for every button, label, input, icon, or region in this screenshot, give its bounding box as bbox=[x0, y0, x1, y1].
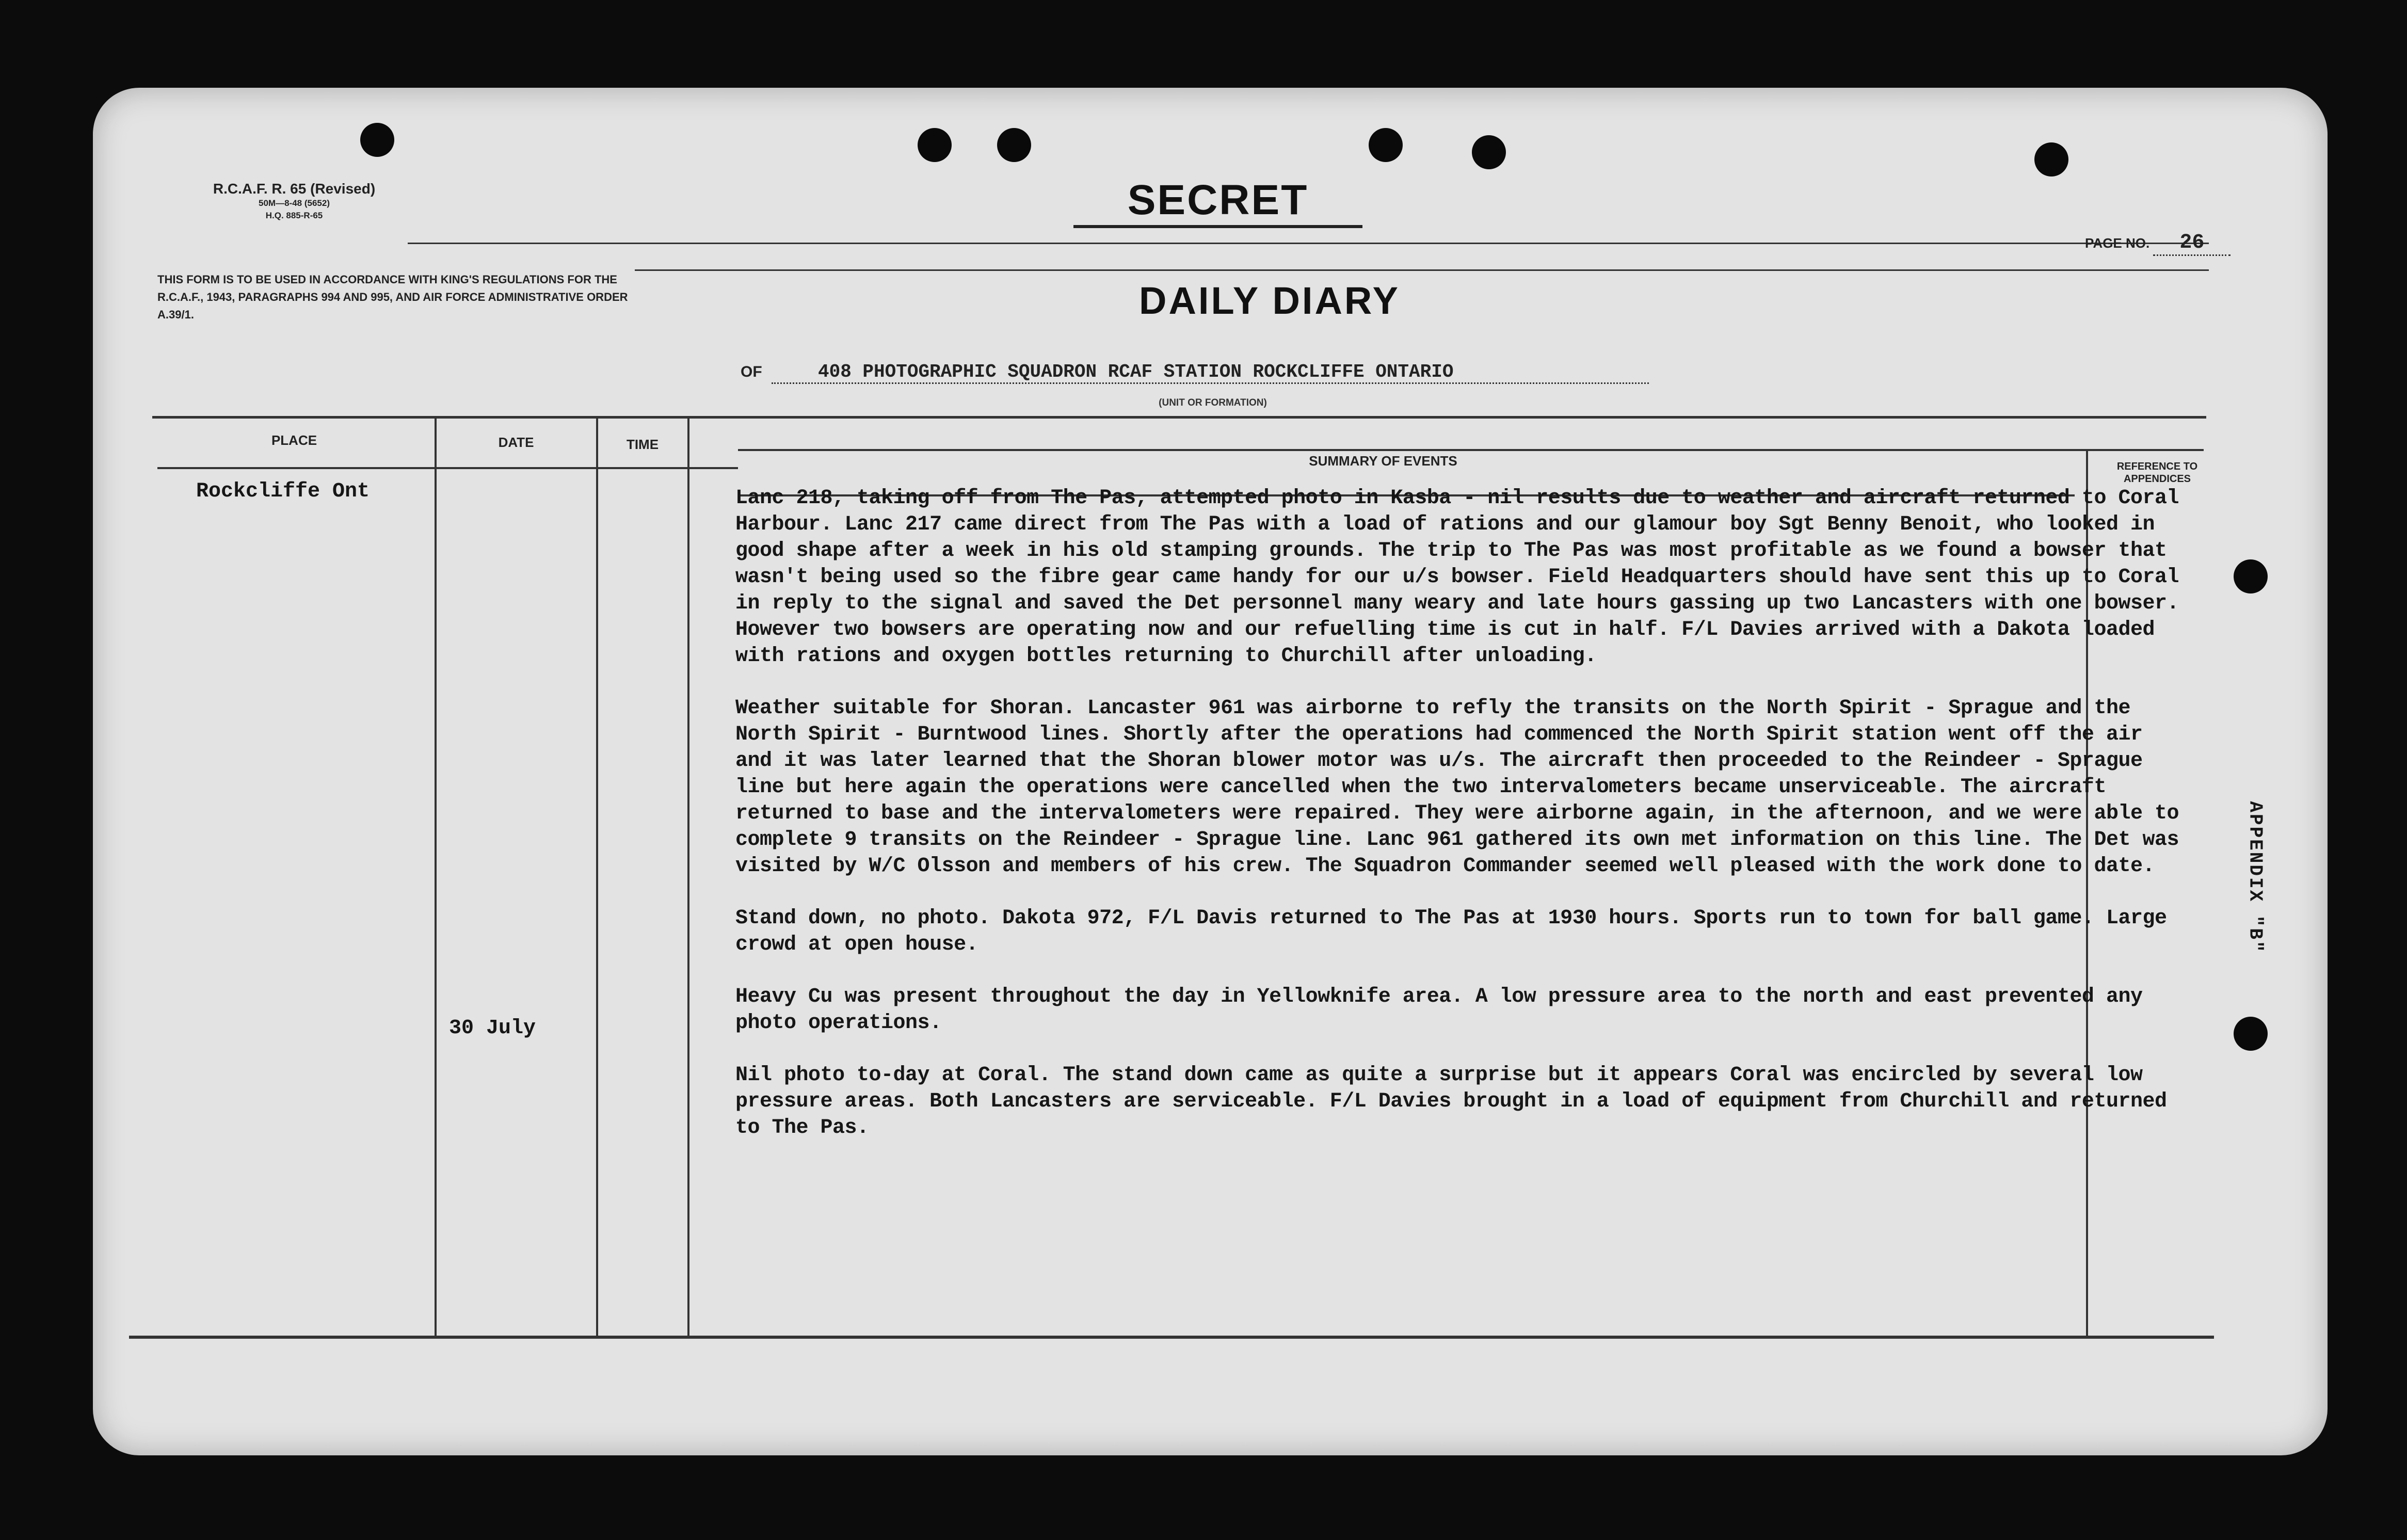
place-cell: Rockcliffe Ont bbox=[196, 480, 370, 503]
column-header-summary: SUMMARY OF EVENTS bbox=[1309, 453, 1457, 469]
regulations-note: THIS FORM IS TO BE USED IN ACCORDANCE WITH KING'S REGULATIONS FOR THE R.C.A.F., 1943, PARAGRAPHS 994 AND 995, AND AIR FORCE ADMINISTRATIVE ORDER A.39/1. bbox=[157, 273, 628, 321]
diary-form-sheet bbox=[93, 88, 2328, 1455]
column-divider bbox=[435, 418, 437, 1337]
punch-hole bbox=[2234, 559, 2268, 593]
appendix-reference bbox=[2219, 790, 2291, 965]
summary-of-events bbox=[735, 485, 2191, 1167]
unit-line bbox=[741, 361, 1649, 384]
punch-hole bbox=[918, 128, 952, 162]
header-rule bbox=[408, 243, 2209, 244]
punch-hole bbox=[997, 128, 1031, 162]
unit-name: 408 PHOTOGRAPHIC SQUADRON RCAF STATION ROCKCLIFFE ONTARIO bbox=[772, 361, 1649, 384]
column-header-reference: REFERENCE TO APPENDICES bbox=[2116, 461, 2198, 485]
diary-entry: Nil photo to-day at Coral. The stand down came as quite a surprise but it appears Coral was encircled by several low pressure areas. Both Lancasters are serviceable. F/L Davies brought in a load of equipment from Churchill and returned to The Pas. bbox=[735, 1064, 2167, 1140]
punch-hole bbox=[2234, 1017, 2268, 1051]
table-bottom-rule bbox=[129, 1336, 2214, 1339]
punch-hole bbox=[1369, 128, 1403, 162]
table-header-rule bbox=[738, 449, 2204, 451]
table-top-rule bbox=[152, 416, 2206, 419]
diary-entry: Lanc 218, taking off from The Pas, attempted photo in Kasba - nil results due to weather and aircraft returned to Coral Harbour. Lanc 217 came direct from The Pas with a load of rations and our glamour boy Sgt Benny Benoit, who looked in good shape after a week in his old stamping grounds. The trip to The Pas was most profitable as we found a bowser that wasn't being used so the fibre gear came handy for our u/s bowser. Field Headquarters should have sent this up to Coral in reply to the signal and saved the Det personnel many weary and late hours gassing up two Lancasters with one bowser. However two bowsers are operating now and our refuelling time is cut in half. F/L Davies arrived with a Dakota loaded with rations and oxygen bottles returning to Churchill after unloading. bbox=[735, 487, 2179, 668]
diary-entry: Heavy Cu was present throughout the day in Yellowknife area. A low pressure area to the north and east prevented any photo operations. bbox=[735, 985, 2143, 1035]
date-cell: 30 July bbox=[449, 1017, 536, 1040]
diary-entry: Stand down, no photo. Dakota 972, F/L Davis returned to The Pas at 1930 hours. Sports run to town for ball game. Large crowd at open house. bbox=[735, 907, 2167, 956]
column-divider bbox=[687, 418, 689, 1337]
form-reference bbox=[173, 181, 415, 222]
punch-hole bbox=[2034, 142, 2068, 177]
diary-entry: Weather suitable for Shoran. Lancaster 961 was airborne to refly the transits on the North Spirit - Sprague and the North Spirit - Burntwood lines. Shortly after the operations had commenced the North Spirit station went off the air and it was later learned that the Shoran blower motor was u/s. The aircraft then proceeded to the Reindeer - Sprague line but here again the operations were cancelled when the two intervalometers became unserviceable. The aircraft returned to base and the intervalometers were repaired. They were airborne again, in the afternoon, and we were able to complete 9 transits on the Reindeer - Sprague line. Lanc 961 gathered its own met information on this line. The Det was visited by W/C Olsson and members of his crew. The Squadron Commander seemed well pleased with the work done to date. bbox=[735, 697, 2179, 878]
print-reference: 50M—8-48 (5652) bbox=[259, 198, 330, 208]
punch-hole bbox=[360, 123, 394, 157]
header-rule bbox=[635, 269, 2209, 271]
page-number-field bbox=[2085, 231, 2231, 256]
hq-reference: H.Q. 885-R-65 bbox=[265, 211, 323, 220]
page-number-label: PAGE NO. bbox=[2085, 235, 2150, 251]
page-number-value: 26 bbox=[2153, 231, 2231, 256]
punch-hole bbox=[1472, 135, 1506, 169]
column-header-date: DATE bbox=[498, 435, 534, 450]
unit-caption: (UNIT OR FORMATION) bbox=[1159, 397, 1267, 408]
appendix-label: APPENDIX "B" bbox=[2244, 801, 2266, 954]
page-title: DAILY DIARY bbox=[1139, 279, 1400, 322]
table-header-rule bbox=[157, 467, 738, 469]
of-label: OF bbox=[741, 363, 762, 380]
column-header-place: PLACE bbox=[271, 432, 317, 448]
classification-heading: SECRET bbox=[1073, 175, 1362, 228]
column-divider bbox=[596, 418, 598, 1337]
column-header-time: TIME bbox=[626, 437, 659, 452]
form-number: R.C.A.F. R. 65 (Revised) bbox=[213, 181, 376, 197]
